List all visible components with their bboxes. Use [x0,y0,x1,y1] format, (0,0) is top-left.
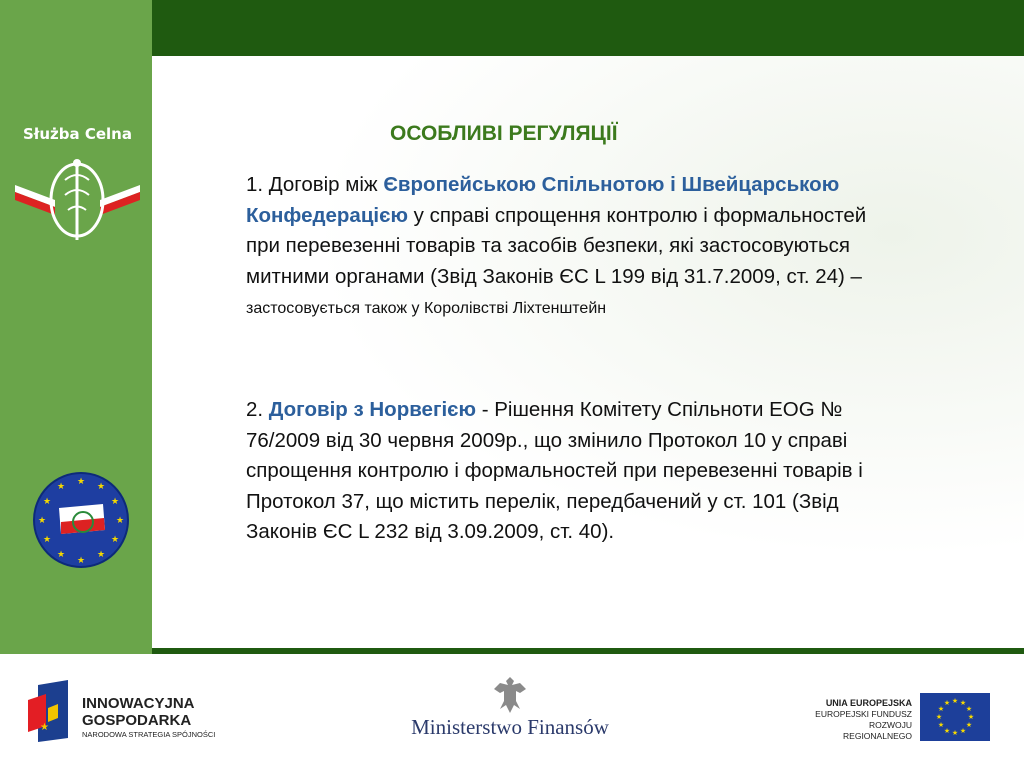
svg-text:★: ★ [951,730,959,737]
paragraph-2-body: - Рішення Комітету Спільноти EOG № 76/2009 від 30 червня 2009р., що змінило Протокол 10 у справі спрощення контролю і формальностей при перевезенні товарів і Протокол 37, що містить перелік, передбачений у ст. 101 (Звід Законів ЄС L 232 від 3.09.2009, ст. 40). [246,398,863,543]
paragraph-1 [246,170,876,325]
svg-text:★: ★ [965,722,973,729]
paragraph-2-highlight: Договір з Норвегією [268,398,477,421]
elo-logo-icon [33,472,129,568]
eu-line-1: UNIA EUROPEJSKA [825,698,912,708]
svg-text:★: ★ [959,728,967,735]
sluzba-celna-logo-text: Służba Celna [23,125,132,143]
svg-text:★: ★ [96,549,106,559]
svg-text:★: ★ [40,722,49,733]
svg-text:★: ★ [110,496,120,506]
svg-text:★: ★ [37,515,47,525]
svg-text:★: ★ [937,722,945,729]
eu-line-3: ROZWOJU REGIONALNEGO [843,720,912,741]
sluzba-celna-logo [10,125,145,245]
slide-title: ОСОБЛИВІ РЕГУЛЯЦІЇ [390,122,618,145]
svg-text:★: ★ [943,700,951,707]
svg-text:★: ★ [965,706,973,713]
eu-fund-text [800,698,912,742]
svg-text:★: ★ [96,481,106,491]
ig-line-3: NARODOWA STRATEGIA SPÓJNOŚCI [82,730,216,739]
svg-text:★: ★ [937,706,945,713]
paragraph-1-highlight: Європейською Спільнотою і Швейцарською Конфедерацією [246,173,840,227]
svg-text:★: ★ [943,728,951,735]
svg-text:★: ★ [56,549,66,559]
svg-text:★: ★ [42,534,52,544]
svg-text:★: ★ [56,481,66,491]
ministerstwo-finansow-logo [400,675,620,745]
svg-text:★: ★ [967,714,975,721]
svg-text:★: ★ [76,555,86,565]
ig-line-2: GOSPODARKA [82,712,192,729]
paragraph-1-prefix: 1. Договір між [246,173,384,196]
svg-text:★: ★ [42,496,52,506]
svg-text:★: ★ [959,700,967,707]
eu-line-2: EUROPEJSKI FUNDUSZ [815,709,912,719]
svg-text:★: ★ [115,515,125,525]
ministerstwo-finansow-text: Ministerstwo Finansów [411,715,609,739]
paragraph-2-prefix: 2. [246,398,269,421]
top-bar [152,0,1024,56]
paragraph-1-note: застосовується також у Королівстві Ліхтенштейн [246,300,607,317]
svg-text:★: ★ [935,714,943,721]
svg-text:★: ★ [76,476,86,486]
polish-eagle-icon [492,675,528,715]
paragraph-2 [246,395,876,548]
customs-emblem-icon [10,145,145,255]
svg-text:★: ★ [951,698,959,705]
eu-flag-icon [920,693,990,741]
svg-text:★: ★ [110,534,120,544]
innowacyjna-gospodarka-icon [28,680,78,742]
ig-line-1: INNOWACYJNA [82,695,195,712]
paragraph-1-body: у справі спрощення контролю і формальностей при перевезенні товарів та засобів безпеки, які застосовуються митними органами (Звід Законів ЄС L 199 від 31.7.2009, ст. 24) – [246,203,867,288]
